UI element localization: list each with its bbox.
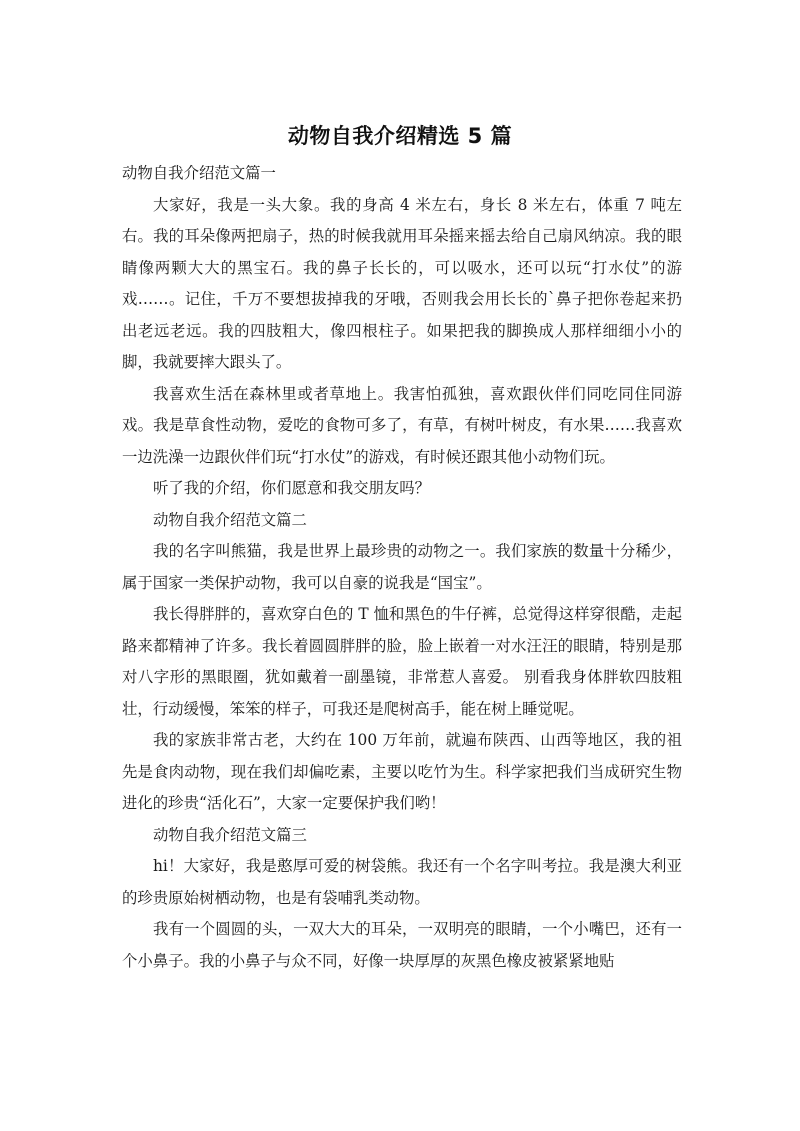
body-paragraph: 我长得胖胖的，喜欢穿白色的 T 恤和黑色的牛仔裤，总觉得这样穿很酷，走起路来都精神了许多。我长着圆圆胖胖的脸，脸上嵌着一对水汪汪的眼睛，特别是那对八字形的黑眼圈，犹如戴着一副墨镜，非常惹人喜爱。 别看我身体胖软四肢粗壮，行动缓慢，笨笨的样子，可我还是爬树高手，能在树上睡觉呢。 [122,605,682,718]
body-paragraph: 我有一个圆圆的头，一双大大的耳朵，一双明亮的眼睛，一个小嘴巴，还有一个小鼻子。我的小鼻子与众不同，好像一块厚厚的灰黑色橡皮被紧紧地贴 [122,920,682,970]
body-paragraph: 我喜欢生活在森林里或者草地上。我害怕孤独，喜欢跟伙伴们同吃同住同游戏。我是草食性动物，爱吃的食物可多了，有草，有树叶树皮，有水果……我喜欢一边洗澡一边跟伙伴们玩“打水仗”的游戏，有时候还跟其他小动物们玩。 [122,384,682,466]
section-heading: 动物自我介绍范文篇二 [153,510,307,529]
body-paragraph: hi！大家好，我是憨厚可爱的树袋熊。我还有一个名字叫考拉。我是澳大利亚的珍贵原始树栖动物，也是有袋哺乳类动物。 [122,857,682,907]
section-heading: 动物自我介绍范文篇三 [153,825,307,844]
section-heading: 动物自我介绍范文篇一 [122,164,276,182]
body-paragraph: 我的家族非常古老，大约在 100 万年前，就遍布陕西、山西等地区，我的祖先是食肉动物，现在我们却偏吃素，主要以吃竹为生。科学家把我们当成研究生物进化的珍贵“活化石”，大家一定要保护我们哟！ [122,731,682,812]
body-paragraph: 大家好，我是一头大象。我的身高 4 米左右，身长 8 米左右，体重 7 吨左右。我的耳朵像两把扇子，热的时候我就用耳朵摇来摇去给自己扇风纳凉。我的眼睛像两颗大大的黑宝石。我的鼻子长长的，可以吸水，还可以玩“打水仗”的游戏……。记住，千万不要想拔掉我的牙哦，否则我会用长长的`鼻子把你卷起来扔出老远老远。我的四肢粗大，像四根柱子。如果把我的脚换成人那样细细小小的脚，我就要摔大跟头了。 [122,195,682,371]
body-paragraph: 我的名字叫熊猫，我是世界上最珍贵的动物之一。我们家族的数量十分稀少，属于国家一类保护动物，我可以自豪的说我是“国宝”。 [122,542,682,592]
body-paragraph: 听了我的介绍，你们愿意和我交朋友吗？ [153,479,431,497]
document-body [122,158,682,977]
document-title: 动物自我介绍精选 5 篇 [287,124,513,148]
